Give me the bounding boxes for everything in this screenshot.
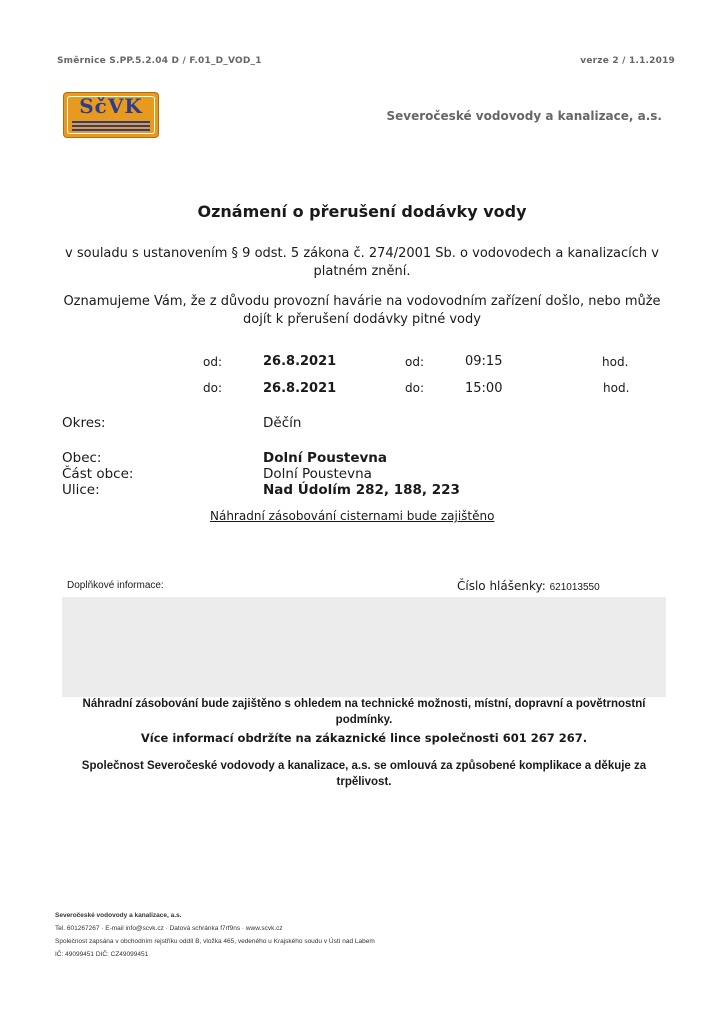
part-value: Dolní Poustevna <box>263 466 372 482</box>
to-unit: hod. <box>603 381 630 395</box>
district-label: Okres: <box>62 415 106 431</box>
street-value: Nad Údolím 282, 188, 223 <box>263 482 460 498</box>
report-number-label: Číslo hlášenky: <box>457 579 546 593</box>
version-label: verze 2 / 1.1.2019 <box>580 56 675 66</box>
from-date-label: od: <box>203 355 223 369</box>
from-date: 26.8.2021 <box>263 354 337 369</box>
footer-ids: IČ: 49099451 DIČ: CZ49099451 <box>55 951 149 958</box>
logo-text: SčVK <box>79 94 143 118</box>
municipality-value: Dolní Poustevna <box>263 450 387 466</box>
district-value: Děčín <box>263 415 302 431</box>
supply-notice: Náhradní zásobování bude zajištěno s ohledem na technické možnosti, místní, dopravní a povětrnostní podmínky. <box>82 698 646 726</box>
substitute-supply-note: Náhradní zásobování cisternami bude zajištěno <box>210 509 495 523</box>
municipality-label: Obec: <box>62 450 102 466</box>
to-date: 26.8.2021 <box>263 381 337 396</box>
footer-registry: Společnost zapsána v obchodním rejstříku oddíl B, vložka 465, vedeného u Krajského soudu v Ústí nad Labem <box>55 938 375 945</box>
hotline-notice: Více informací obdržíte na zákaznické lince společnosti 601 267 267. <box>140 731 588 745</box>
company-name: Severočeské vodovody a kanalizace, a.s. <box>386 109 662 123</box>
directive-code: Směrnice S.PP.5.2.04 D / F.01_D_VOD_1 <box>57 56 262 66</box>
to-date-label: do: <box>203 381 223 395</box>
apology-notice: Společnost Severočeské vodovody a kanalizace, a.s. se omlouvá za způsobené komplikace a děkuje za trpělivost. <box>81 760 647 788</box>
part-label: Část obce: <box>62 466 134 482</box>
from-unit: hod. <box>602 355 629 369</box>
additional-info-label: Doplňkové informace: <box>67 580 164 591</box>
additional-info-box <box>62 597 666 697</box>
legal-text: v souladu s ustanovením § 9 odst. 5 zákona č. 274/2001 Sb. o vodovodech a kanalizacích v platném znění. <box>65 246 659 279</box>
street-label: Ulice: <box>62 482 100 498</box>
announcement-text: Oznamujeme Vám, že z důvodu provozní havárie na vodovodním zařízení došlo, nebo může dojít k přerušení dodávky pitné vody <box>63 294 661 327</box>
document-title: Oznámení o přerušení dodávky vody <box>197 202 527 221</box>
report-number: 621013550 <box>549 582 600 593</box>
report-number-row <box>457 579 600 593</box>
footer-company: Severočeské vodovody a kanalizace, a.s. <box>55 912 182 919</box>
from-time: 09:15 <box>465 354 503 369</box>
from-time-label: od: <box>405 355 425 369</box>
to-time: 15:00 <box>465 381 503 396</box>
to-time-label: do: <box>405 381 425 395</box>
footer-contacts: Tel. 601267267 · E-mail info@scvk.cz · Datová schránka f7rf9ns · www.scvk.cz <box>55 925 283 932</box>
company-logo <box>63 92 159 138</box>
